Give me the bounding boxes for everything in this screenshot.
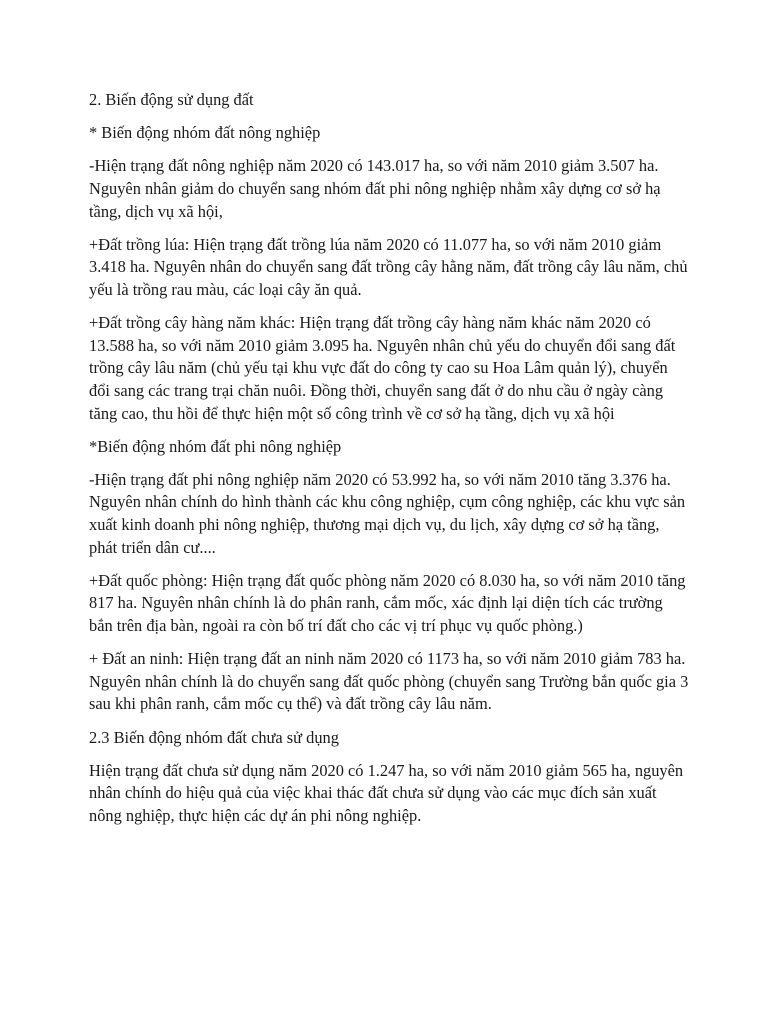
paragraph-unused-land-status: Hiện trạng đất chưa sử dụng năm 2020 có 1.247 ha, so với năm 2010 giảm 565 ha, nguyên nhân chính do hiệu quả của việc khai thác đất chưa sử dụng vào các mục đích sản xuất nông nghiệp, thực hiện các dự án phi nông nghiệp.: [89, 760, 684, 825]
subheading-non-agricultural-land: *Biến động nhóm đất phi nông nghiệp: [89, 436, 342, 456]
paragraph-security-land: + Đất an ninh: Hiện trạng đất an ninh năm 2020 có 1173 ha, so với năm 2010 giảm 783 ha. Nguyên nhân chính là do chuyển sang đất quốc phòng (chuyển sang Trường bắn quốc gia 3 sau khi phân ranh, cắm mốc cụ thể) và đất trồng cây lâu năm.: [89, 649, 689, 714]
section-heading-land-use-change: 2. Biến động sử dụng đất: [89, 90, 254, 109]
subheading-unused-land: 2.3 Biến động nhóm đất chưa sử dụng: [89, 727, 339, 747]
subheading-agricultural-land: * Biến động nhóm đất nông nghiệp: [89, 123, 321, 143]
paragraph-other-annual-crop-land: +Đất trồng cây hàng năm khác: Hiện trạng đất trồng cây hàng năm khác năm 2020 có 13.588 ha, so với năm 2010 giảm 3.095 ha. Nguyên nhân chủ yếu do chuyển đổi sang đất trồng cây lâu năm (chủ yếu tại khu vực đất do công ty cao su Hoa Lâm quản lý), chuyển đổi sang các trang trại chăn nuôi. Đồng thời, chuyển sang đất ở do nhu cầu ở ngày càng tăng cao, thu hồi để thực hiện một số công trình về cơ sở hạ tầng, dịch vụ xã hội: [89, 313, 676, 423]
paragraph-defense-land: +Đất quốc phòng: Hiện trạng đất quốc phòng năm 2020 có 8.030 ha, so với năm 2010 tăng 817 ha. Nguyên nhân chính là do phân ranh, cắm mốc, xác định lại diện tích các trường bắn trên địa bàn, ngoài ra còn bố trí đất cho các vị trí phục vụ quốc phòng.): [89, 570, 686, 636]
paragraph-agricultural-land-status: -Hiện trạng đất nông nghiệp năm 2020 có 143.017 ha, so với năm 2010 giảm 3.507 ha. Nguyên nhân giảm do chuyển sang nhóm đất phi nông nghiệp nhằm xây dựng cơ sở hạ tầng, dịch vụ xã hội,: [89, 156, 661, 221]
paragraph-non-agricultural-land-status: -Hiện trạng đất phi nông nghiệp năm 2020 có 53.992 ha, so với năm 2010 tăng 3.376 ha. Nguyên nhân chính do hình thành các khu công nghiệp, cụm công nghiệp, các khu vực sản xuất kinh doanh phi nông nghiệp, thương mại dịch vụ, du lịch, xây dựng cơ sở hạ tầng, phát triển dân cư....: [89, 469, 686, 557]
document-page: [89, 89, 689, 838]
paragraph-rice-land: +Đất trồng lúa: Hiện trạng đất trồng lúa năm 2020 có 11.077 ha, so với năm 2010 giảm 3.418 ha. Nguyên nhân do chuyển sang đất trồng cây hằng năm, đất trồng cây lâu năm, chủ yếu là trồng rau màu, các loại cây ăn quả.: [89, 234, 688, 299]
